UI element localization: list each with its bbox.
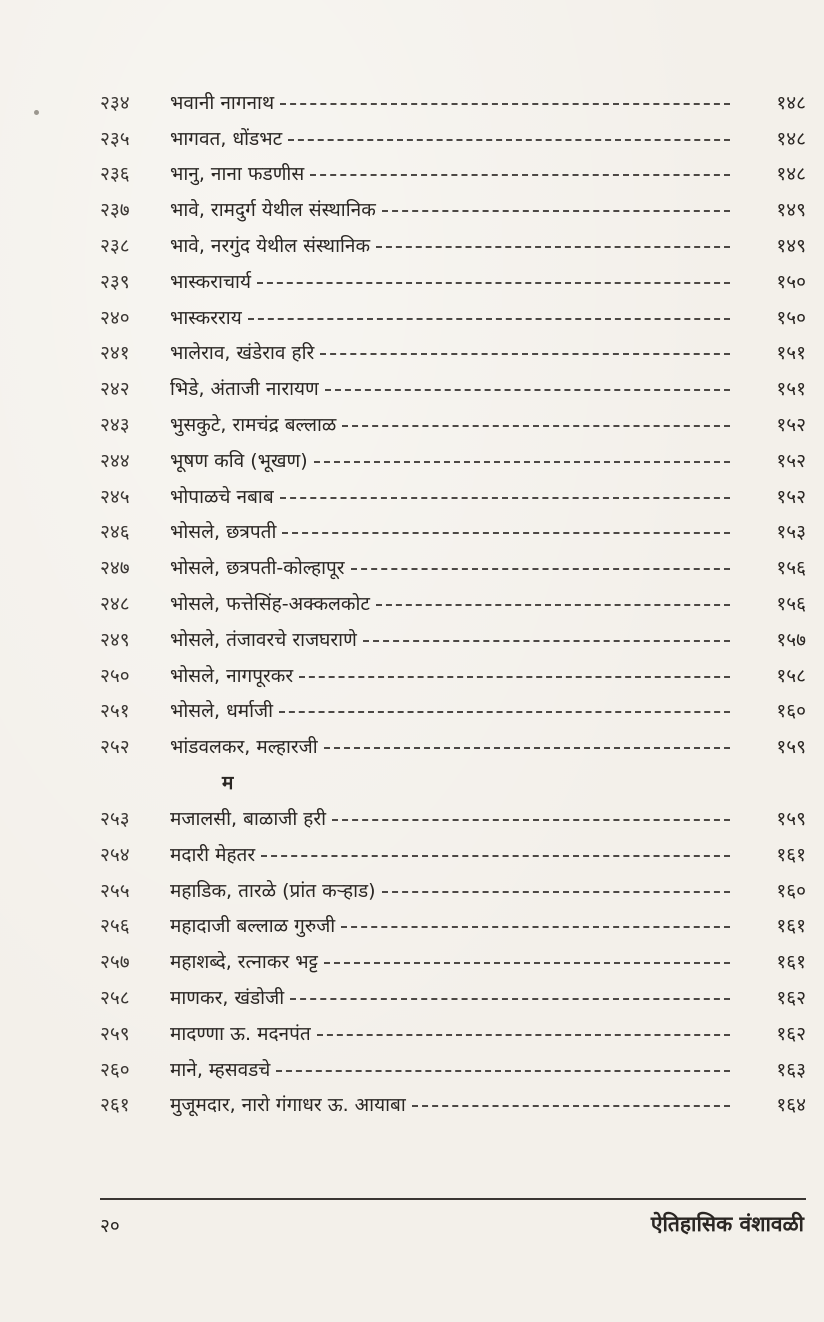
dash-leader xyxy=(376,604,730,606)
entry-page-number: १५८ xyxy=(776,664,806,687)
dash-leader xyxy=(282,532,730,534)
index-entry xyxy=(100,299,806,335)
entry-name: भुसकुटे, रामचंद्र बल्लाळ xyxy=(170,414,337,437)
dash-leader xyxy=(290,998,730,1000)
index-entry xyxy=(100,514,806,550)
paper-speck xyxy=(34,110,39,115)
dash-leader xyxy=(257,282,730,284)
entry-name: भोसले, छत्रपती xyxy=(170,521,277,544)
entry-name: भावे, नरगुंद येथील संस्थानिक xyxy=(170,235,371,258)
dash-leader xyxy=(382,891,730,893)
entry-page-number: १६२ xyxy=(776,987,806,1010)
dash-leader xyxy=(382,210,730,212)
index-list xyxy=(100,84,806,1122)
index-entry xyxy=(100,227,806,263)
index-entry xyxy=(100,120,806,156)
entry-number: २५१ xyxy=(100,700,130,723)
entry-number: २६१ xyxy=(100,1094,130,1117)
entry-page-number: १४८ xyxy=(776,127,806,150)
index-entry xyxy=(100,872,806,908)
entry-name: भोसले, नागपूरकर xyxy=(170,664,294,687)
index-entry xyxy=(100,621,806,657)
index-entry xyxy=(100,728,806,764)
entry-page-number: १५१ xyxy=(776,378,806,401)
entry-number: २५३ xyxy=(100,808,130,831)
entry-page-number: १५७ xyxy=(776,628,806,651)
index-entry xyxy=(100,657,806,693)
entry-number: २३६ xyxy=(100,163,130,186)
index-entry xyxy=(100,84,806,120)
index-entry xyxy=(100,585,806,621)
entry-name: मुजूमदार, नारो गंगाधर ऊ. आयाबा xyxy=(170,1094,406,1117)
index-entry xyxy=(100,478,806,514)
entry-number: २४७ xyxy=(100,557,130,580)
index-entry xyxy=(100,800,806,836)
entry-number: २४५ xyxy=(100,485,130,508)
dash-leader xyxy=(342,425,730,427)
entry-number: २४८ xyxy=(100,593,130,616)
dash-leader xyxy=(341,926,730,928)
entry-page-number: १६० xyxy=(776,879,806,902)
entry-page-number: १४८ xyxy=(776,163,806,186)
entry-page-number: १५६ xyxy=(776,593,806,616)
entry-name: भूषण कवि (भूखण) xyxy=(170,449,308,472)
entry-page-number: १५१ xyxy=(776,342,806,365)
entry-number: २३५ xyxy=(100,127,130,150)
entry-number: २३४ xyxy=(100,91,130,114)
entry-number: २३८ xyxy=(100,235,130,258)
dash-leader xyxy=(248,318,730,320)
index-group-ma xyxy=(100,800,806,1122)
entry-name: भांडवलकर, मल्हारजी xyxy=(170,736,318,759)
entry-number: २५५ xyxy=(100,879,130,902)
index-entry xyxy=(100,335,806,371)
footer-divider xyxy=(100,1198,806,1200)
entry-name: भालेराव, खंडेराव हरि xyxy=(170,342,315,365)
index-entry xyxy=(100,979,806,1015)
entry-name: भोसले, तंजावरचे राजघराणे xyxy=(170,628,357,651)
dash-leader xyxy=(280,497,730,499)
entry-number: २५२ xyxy=(100,736,130,759)
entry-number: २४२ xyxy=(100,378,130,401)
dash-leader xyxy=(324,747,730,749)
dash-leader xyxy=(324,962,730,964)
index-entry xyxy=(100,693,806,729)
entry-page-number: १४९ xyxy=(776,199,806,222)
entry-number: २४४ xyxy=(100,449,130,472)
dash-leader xyxy=(310,174,730,176)
entry-name: भानु, नाना फडणीस xyxy=(170,163,305,186)
index-entry xyxy=(100,1087,806,1123)
entry-name: भोसले, छत्रपती-कोल्हापूर xyxy=(170,557,345,580)
dash-leader xyxy=(299,676,730,678)
entry-number: २५० xyxy=(100,664,130,687)
dash-leader xyxy=(363,640,730,642)
entry-number: २४१ xyxy=(100,342,130,365)
section-heading: म xyxy=(222,772,234,795)
entry-name: भावे, रामदुर्ग येथील संस्थानिक xyxy=(170,199,376,222)
footer-book-title: ऐतिहासिक वंशावळी xyxy=(650,1212,804,1236)
entry-page-number: १५६ xyxy=(776,557,806,580)
entry-page-number: १५९ xyxy=(776,808,806,831)
dash-leader xyxy=(280,103,730,105)
entry-name: भोसले, फत्तेसिंह-अक्कलकोट xyxy=(170,593,371,616)
entry-page-number: १४८ xyxy=(776,91,806,114)
entry-name: माने, म्हसवडचे xyxy=(170,1058,271,1081)
dash-leader xyxy=(261,855,730,857)
entry-number: २५८ xyxy=(100,987,130,1010)
entry-page-number: १५० xyxy=(776,306,806,329)
dash-leader xyxy=(351,568,730,570)
index-entry xyxy=(100,1015,806,1051)
entry-page-number: १५३ xyxy=(776,521,806,544)
entry-number: २५४ xyxy=(100,843,130,866)
entry-page-number: १६० xyxy=(776,700,806,723)
dash-leader xyxy=(325,389,730,391)
entry-name: भिडे, अंताजी नारायण xyxy=(170,378,319,401)
index-entry xyxy=(100,943,806,979)
entry-name: महाशब्दे, रत्नाकर भट्ट xyxy=(170,951,318,974)
dash-leader xyxy=(320,353,730,355)
entry-name: मदारी मेहतर xyxy=(170,843,256,866)
index-group-bha xyxy=(100,84,806,764)
entry-page-number: १५९ xyxy=(776,736,806,759)
entry-name: भास्कराचार्य xyxy=(170,270,251,293)
entry-page-number: १६२ xyxy=(776,1022,806,1045)
entry-number: २४६ xyxy=(100,521,130,544)
entry-name: महाडिक, तारळे (प्रांत कऱ्हाड) xyxy=(170,879,376,902)
entry-name: भागवत, धोंडभट xyxy=(170,127,283,150)
entry-number: २४० xyxy=(100,306,130,329)
index-entry xyxy=(100,549,806,585)
entry-number: २५९ xyxy=(100,1022,130,1045)
entry-number: २३९ xyxy=(100,270,130,293)
entry-number: २३७ xyxy=(100,199,130,222)
entry-name: मजालसी, बाळाजी हरी xyxy=(170,808,327,831)
entry-name: भास्करराय xyxy=(170,306,242,329)
entry-name: माणकर, खंडोजी xyxy=(170,987,285,1010)
entry-name: भवानी नागनाथ xyxy=(170,91,275,114)
entry-page-number: १५२ xyxy=(776,485,806,508)
dash-leader xyxy=(376,246,730,248)
dash-leader xyxy=(412,1105,730,1107)
entry-number: २५७ xyxy=(100,951,130,974)
entry-page-number: १५२ xyxy=(776,414,806,437)
entry-page-number: १५२ xyxy=(776,449,806,472)
entry-name: महादाजी बल्लाळ गुरुजी xyxy=(170,915,336,938)
index-entry xyxy=(100,156,806,192)
entry-number: २६० xyxy=(100,1058,130,1081)
dash-leader xyxy=(279,711,730,713)
dash-leader xyxy=(332,819,730,821)
dash-leader xyxy=(317,1034,730,1036)
index-entry xyxy=(100,442,806,478)
entry-name: भोपाळचे नबाब xyxy=(170,485,274,508)
entry-page-number: १६१ xyxy=(776,915,806,938)
index-entry xyxy=(100,191,806,227)
index-entry xyxy=(100,1051,806,1087)
entry-page-number: १६१ xyxy=(776,843,806,866)
entry-name: भोसले, धर्माजी xyxy=(170,700,274,723)
entry-name: मादण्णा ऊ. मदनपंत xyxy=(170,1022,311,1045)
index-entry xyxy=(100,836,806,872)
entry-number: २४३ xyxy=(100,414,130,437)
index-entry xyxy=(100,406,806,442)
dash-leader xyxy=(314,461,730,463)
entry-number: २५६ xyxy=(100,915,130,938)
entry-number: २४९ xyxy=(100,628,130,651)
index-entry xyxy=(100,263,806,299)
entry-page-number: १६३ xyxy=(776,1058,806,1081)
entry-page-number: १४९ xyxy=(776,235,806,258)
entry-page-number: १६१ xyxy=(776,951,806,974)
entry-page-number: १६४ xyxy=(776,1094,806,1117)
index-entry xyxy=(100,370,806,406)
footer-page-number: २० xyxy=(100,1215,120,1237)
dash-leader xyxy=(288,139,730,141)
dash-leader xyxy=(276,1070,730,1072)
index-entry xyxy=(100,908,806,944)
entry-page-number: १५० xyxy=(776,270,806,293)
